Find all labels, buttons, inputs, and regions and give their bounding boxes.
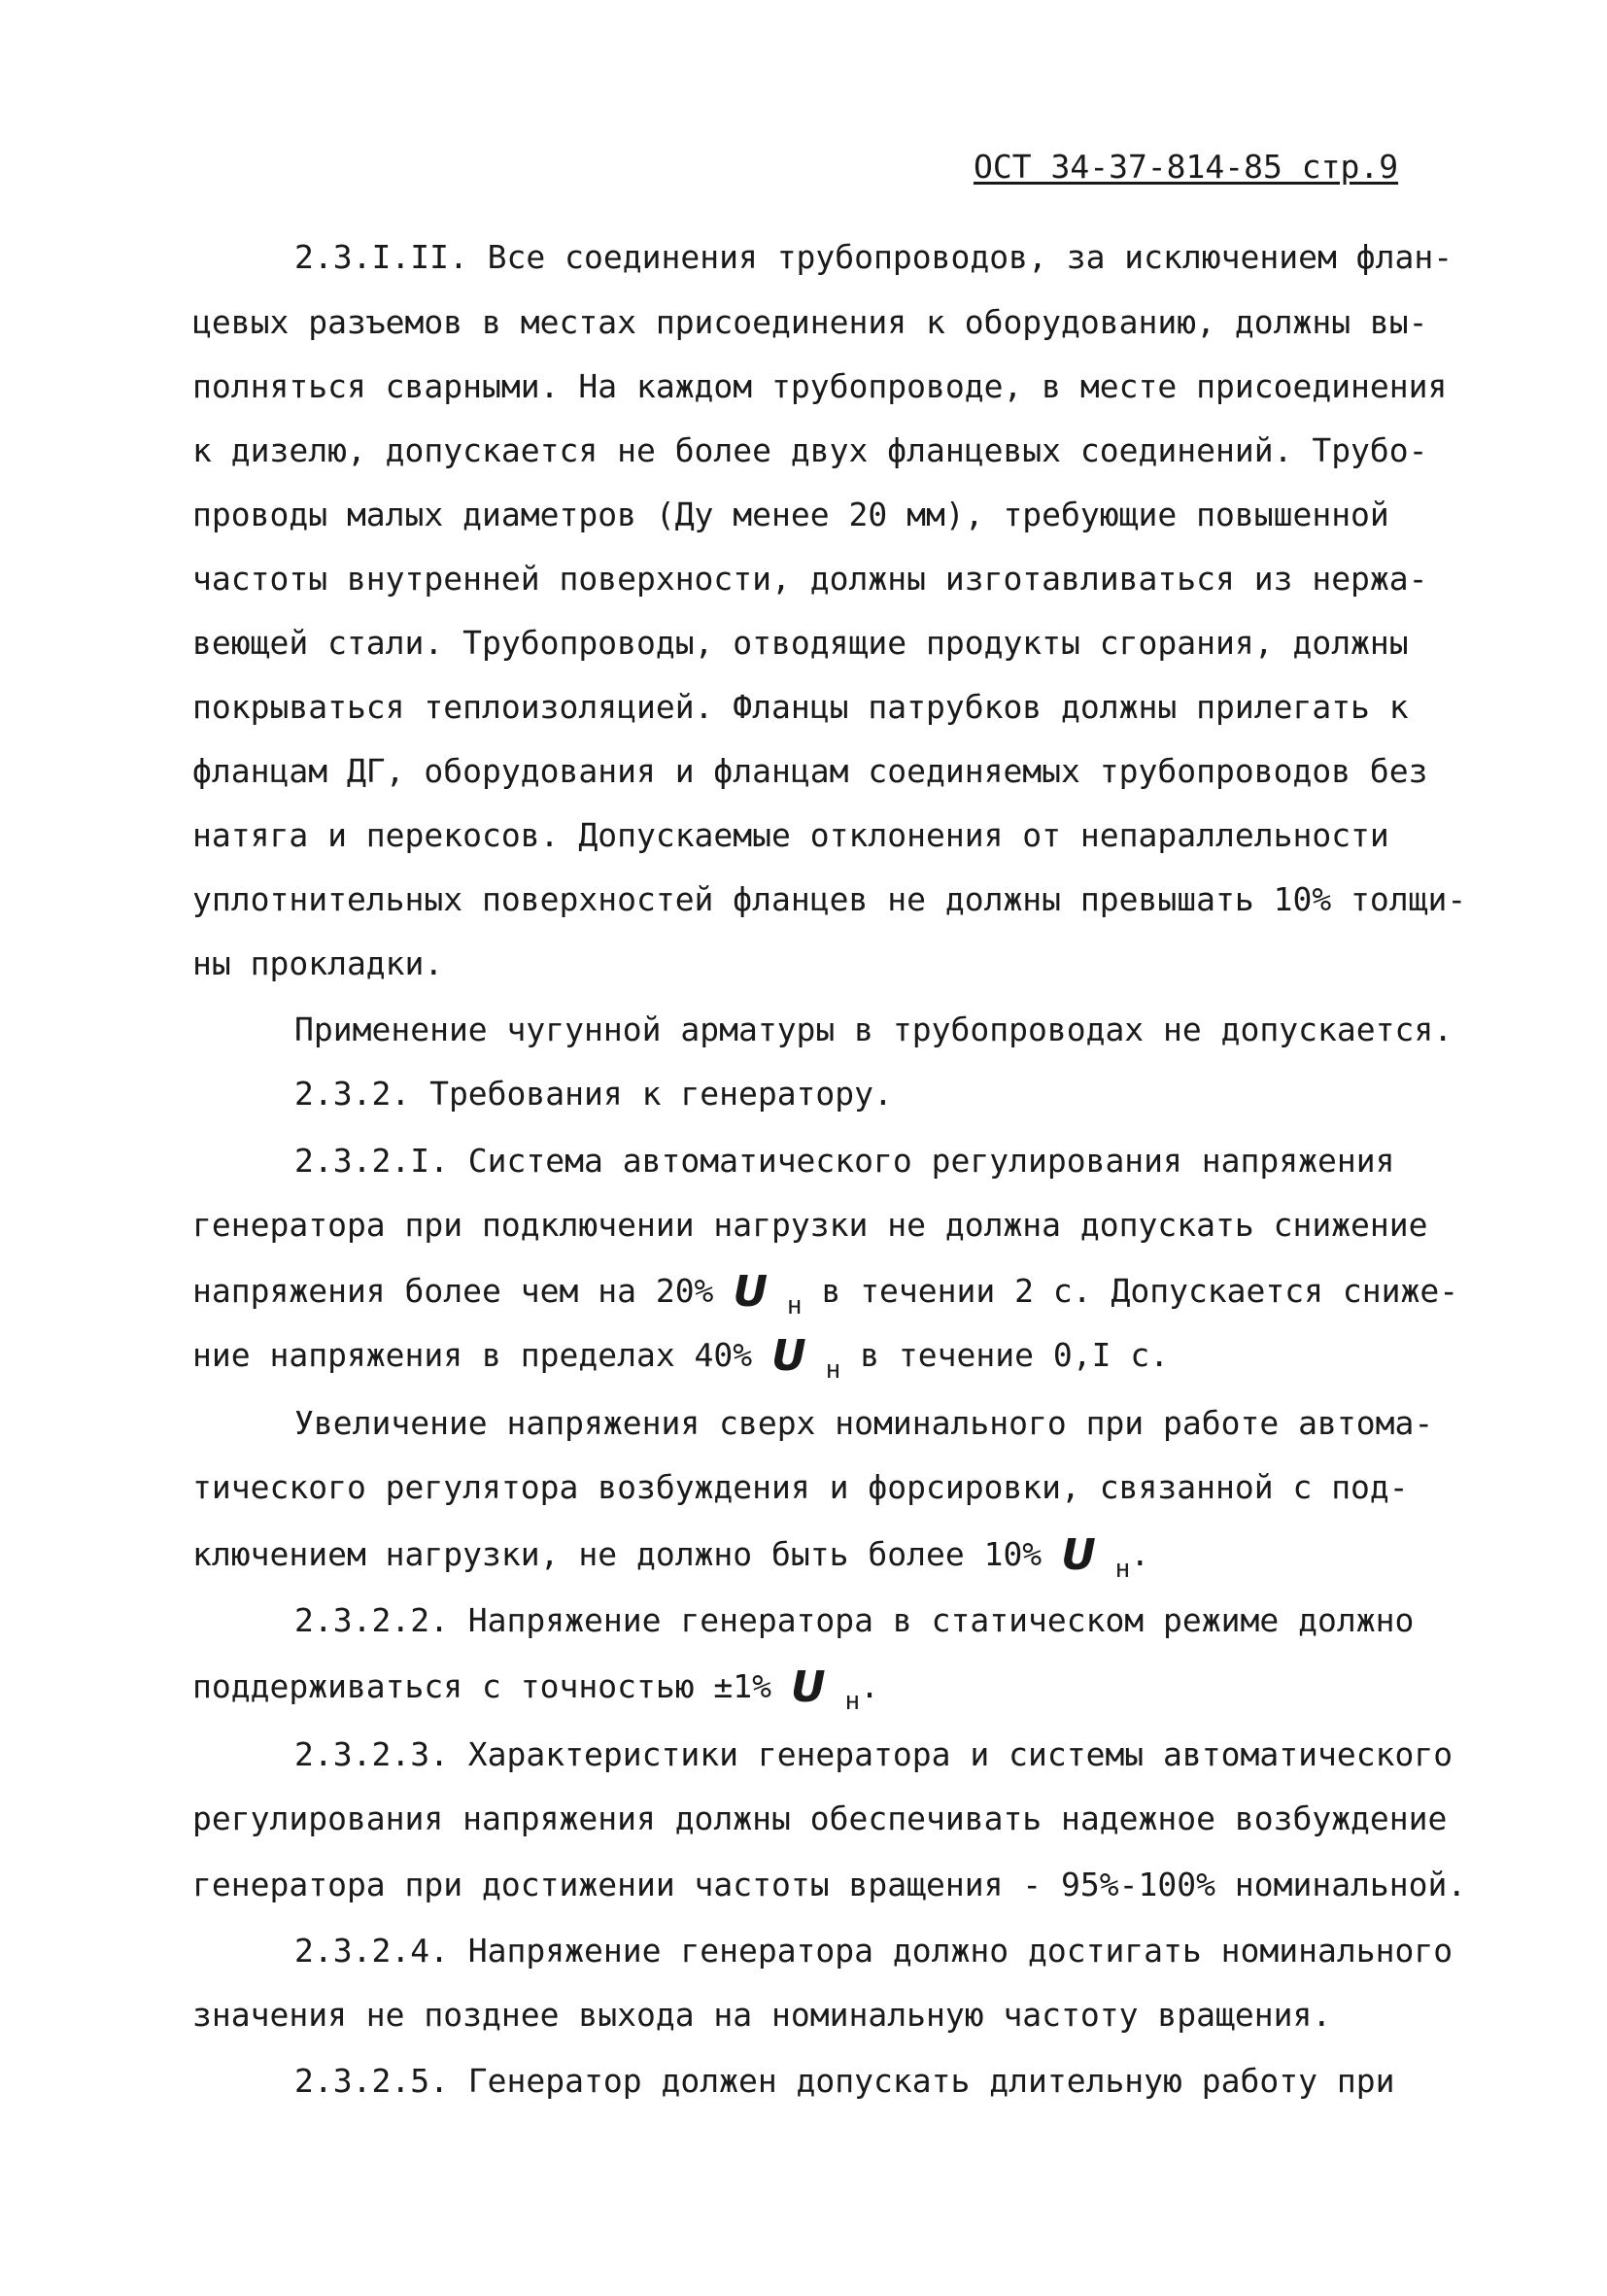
text-line: регулирования напряжения должны обеспечивать надежное возбуждение: [192, 1799, 1448, 1837]
text-line: [192, 1331, 1170, 1389]
text-line: цевых разъемов в местах присоединения к оборудованию, должны вы-: [192, 303, 1428, 341]
line-text-after-unit: в течении 2 с. Допускается сниже-: [821, 1272, 1459, 1310]
text-line: проводы малых диаметров (Ду менее 20 мм), требующие повышенной: [192, 496, 1389, 533]
line-text-before-unit: ключением нагрузки, не должно быть более 10%: [192, 1535, 1043, 1573]
text-line: генератора при достижении частоты вращения - 95%-100% номинальной.: [192, 1866, 1467, 1903]
text-line: Увеличение напряжения сверх номинального при работе автома-: [294, 1404, 1434, 1442]
text-line: покрываться теплоизоляцией. Фланцы патрубков должны прилегать к: [192, 688, 1409, 726]
voltage-symbol: U: [733, 1267, 769, 1317]
text-line: частоты внутренней поверхности, должны изготавливаться из нержа-: [192, 560, 1428, 598]
line-text-after-unit: в течение 0,I с.: [860, 1336, 1170, 1374]
document-header: ОСТ 34-37-814-85 стр.9: [974, 148, 1399, 186]
text-line: 2.3.2.2. Напряжение генератора в статическом режиме должно: [294, 1601, 1415, 1639]
text-line: значения не позднее выхода на номинальную частоту вращения.: [192, 1996, 1332, 2034]
text-line: натяга и перекосов. Допускаемые отклонения от непараллельности: [192, 816, 1389, 854]
voltage-symbol: U: [771, 1331, 806, 1381]
text-line: [192, 1267, 1459, 1325]
line-text-after-unit: .: [860, 1667, 880, 1705]
voltage-symbol: U: [1061, 1530, 1096, 1580]
line-text-before-unit: напряжения более чем на 20%: [192, 1272, 714, 1310]
nominal-subscript: н: [825, 1355, 841, 1385]
text-line: 2.3.2.3. Характеристики генератора и системы автоматического: [294, 1735, 1453, 1773]
nominal-subscript: н: [1114, 1555, 1131, 1584]
text-line: 2.3.2.4. Напряжение генератора должно достигать номинального: [294, 1932, 1453, 1970]
text-line: ны прокладки.: [192, 944, 444, 982]
text-line: веющей стали. Трубопроводы, отводящие продукты сгорания, должны: [192, 624, 1409, 662]
text-line: генератора при подключении нагрузки не должна допускать снижение: [192, 1206, 1428, 1244]
line-text-after-unit: .: [1130, 1535, 1150, 1573]
text-line: 2.3.2. Требования к генератору.: [294, 1075, 893, 1113]
line-text-before-unit: ние напряжения в пределах 40%: [192, 1336, 753, 1374]
line-text-before-unit: поддерживаться с точностью ±1%: [192, 1667, 772, 1705]
text-line: 2.3.I.II. Все соединения трубопроводов, за исключением флан-: [294, 238, 1453, 276]
text-line: тического регулятора возбуждения и форсировки, связанной с под-: [192, 1468, 1409, 1506]
text-line: фланцам ДГ, оборудования и фланцам соединяемых трубопроводов без: [192, 752, 1428, 790]
text-line: уплотнительных поверхностей фланцев не должны превышать 10% толщи-: [192, 880, 1467, 918]
text-line: [192, 1662, 880, 1721]
text-line: Применение чугунной арматуры в трубопроводах не допускается.: [294, 1011, 1453, 1048]
voltage-symbol: U: [790, 1662, 826, 1712]
text-line: 2.3.2.5. Генератор должен допускать длительную работу при: [294, 2062, 1395, 2100]
text-line: 2.3.2.I. Система автоматического регулирования напряжения: [294, 1142, 1395, 1180]
text-line: полняться сварными. На каждом трубопроводе, в месте присоединения: [192, 367, 1448, 405]
text-line: к дизелю, допускается не более двух фланцевых соединений. Трубо-: [192, 431, 1428, 469]
text-line: [192, 1530, 1150, 1589]
nominal-subscript: н: [844, 1687, 861, 1716]
nominal-subscript: н: [786, 1291, 803, 1320]
